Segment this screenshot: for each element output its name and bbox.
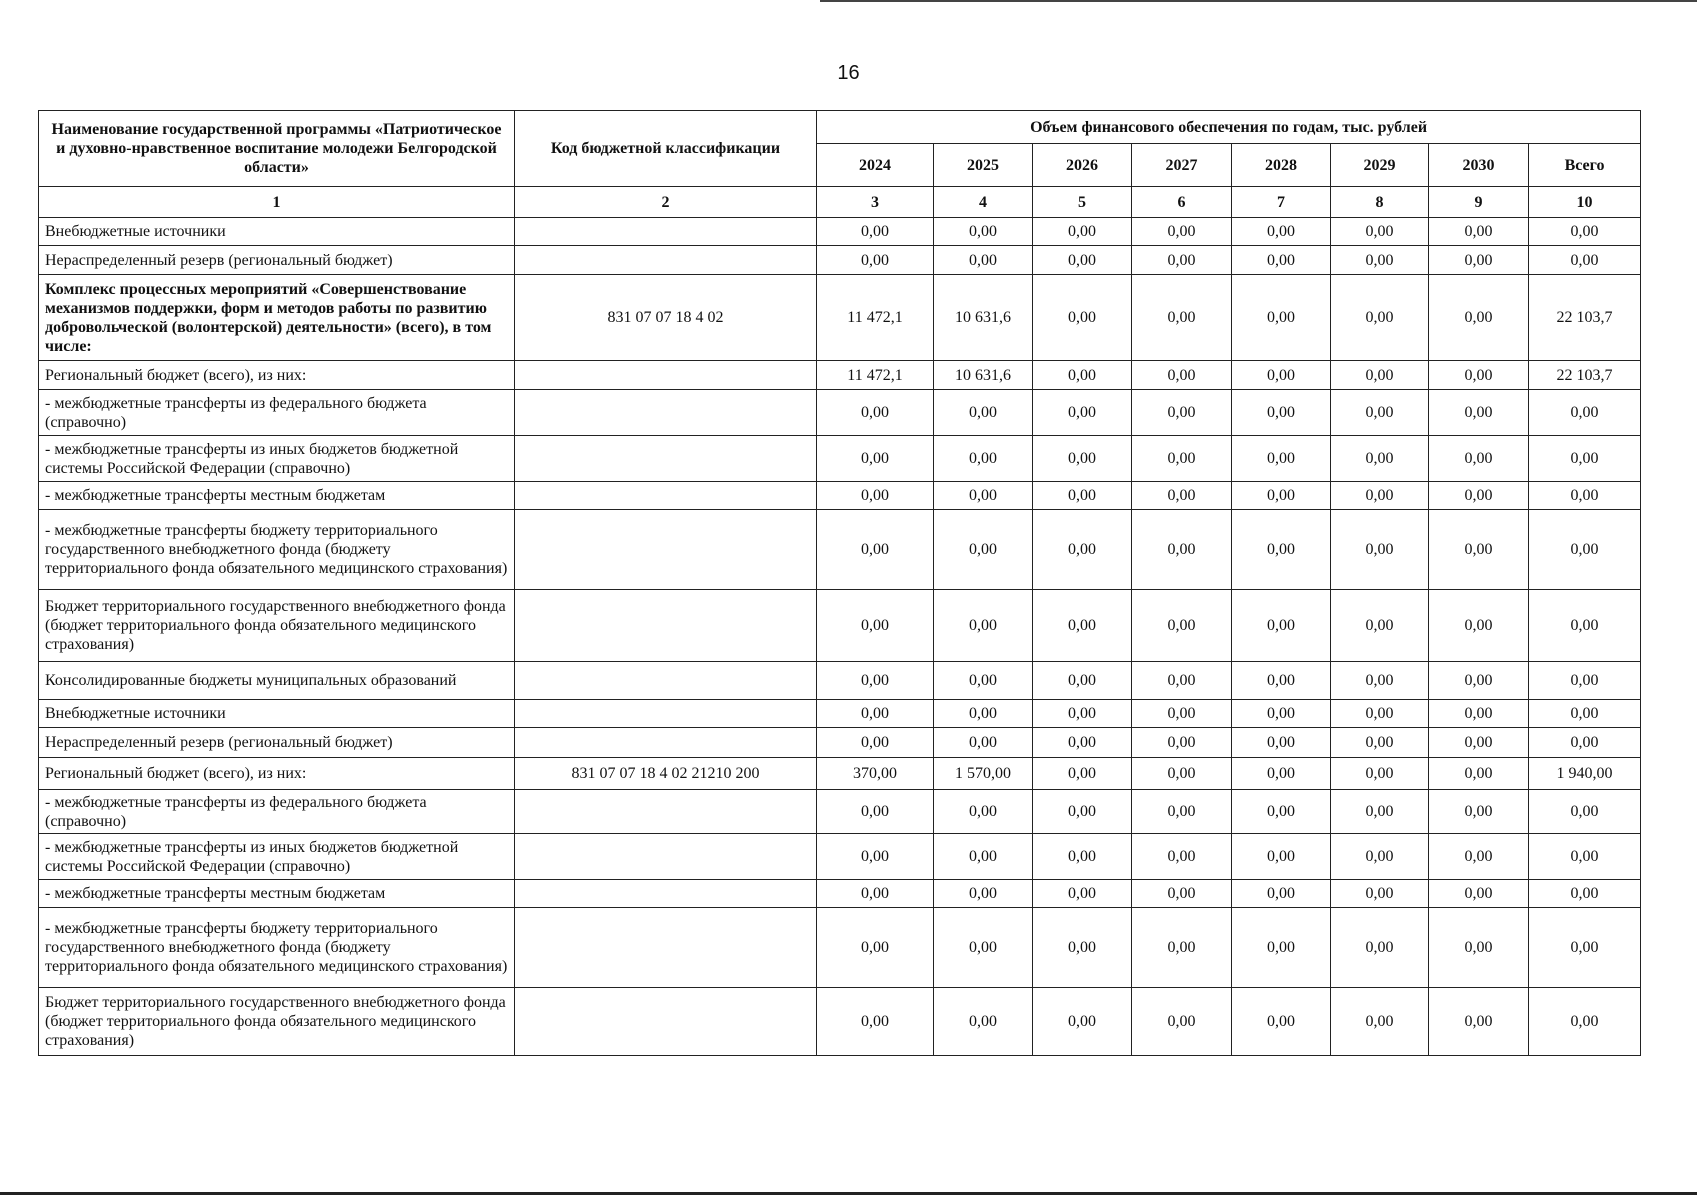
- row-code: [515, 700, 817, 728]
- row-value: 0,00: [1331, 246, 1429, 275]
- row-value: 0,00: [1132, 700, 1232, 728]
- row-value: 0,00: [934, 510, 1033, 590]
- table-row: [39, 361, 1641, 390]
- row-value: 0,00: [1232, 834, 1331, 880]
- row-value: 0,00: [817, 482, 934, 510]
- row-value: 0,00: [1033, 700, 1132, 728]
- header-name-col: Наименование государственной программы «Патриотическое и духовно-нравственное воспитание молодежи Белгородской области»: [39, 111, 515, 187]
- row-value: 0,00: [1429, 482, 1529, 510]
- row-value: 0,00: [1033, 988, 1132, 1056]
- row-value: 0,00: [1331, 908, 1429, 988]
- row-value: 0,00: [1132, 758, 1232, 790]
- row-value: 0,00: [1033, 510, 1132, 590]
- row-code: [515, 246, 817, 275]
- row-value: 0,00: [934, 834, 1033, 880]
- row-value: 0,00: [1232, 436, 1331, 482]
- row-name: Бюджет территориального государственного внебюджетного фонда (бюджет территориального фонда обязательного медицинского страхования): [39, 590, 515, 662]
- row-total: 0,00: [1529, 436, 1641, 482]
- row-total: 22 103,7: [1529, 275, 1641, 361]
- row-total: 22 103,7: [1529, 361, 1641, 390]
- row-value: 0,00: [934, 988, 1033, 1056]
- row-code: 831 07 07 18 4 02 21210 200: [515, 758, 817, 790]
- row-value: 0,00: [1429, 988, 1529, 1056]
- row-code: [515, 510, 817, 590]
- row-value: 0,00: [817, 880, 934, 908]
- column-number: 5: [1033, 187, 1132, 218]
- header-total: Всего: [1529, 144, 1641, 187]
- row-value: 10 631,6: [934, 361, 1033, 390]
- table-body: [39, 218, 1641, 1056]
- row-value: 0,00: [1232, 988, 1331, 1056]
- header-code-col: Код бюджетной классификации: [515, 111, 817, 187]
- row-value: 0,00: [1429, 908, 1529, 988]
- row-value: 0,00: [1132, 246, 1232, 275]
- row-value: 0,00: [817, 662, 934, 700]
- row-value: 0,00: [1033, 361, 1132, 390]
- row-value: 0,00: [1033, 834, 1132, 880]
- row-value: 0,00: [1331, 390, 1429, 436]
- row-value: 0,00: [934, 700, 1033, 728]
- row-value: 0,00: [1232, 361, 1331, 390]
- row-value: 0,00: [1331, 834, 1429, 880]
- row-value: 0,00: [1331, 700, 1429, 728]
- row-code: [515, 218, 817, 246]
- row-name: Нераспределенный резерв (региональный бюджет): [39, 728, 515, 758]
- row-value: 0,00: [1132, 390, 1232, 436]
- column-number: 6: [1132, 187, 1232, 218]
- header-year: 2030: [1429, 144, 1529, 187]
- row-value: 0,00: [934, 662, 1033, 700]
- column-number: 7: [1232, 187, 1331, 218]
- row-value: 0,00: [1429, 218, 1529, 246]
- row-value: 0,00: [817, 390, 934, 436]
- table-row: [39, 758, 1641, 790]
- row-name: Внебюджетные источники: [39, 218, 515, 246]
- row-value: 0,00: [1429, 790, 1529, 834]
- table-row: [39, 246, 1641, 275]
- header-year: 2029: [1331, 144, 1429, 187]
- row-value: 0,00: [1429, 246, 1529, 275]
- row-value: 0,00: [1232, 758, 1331, 790]
- row-value: 0,00: [817, 700, 934, 728]
- row-code: [515, 790, 817, 834]
- row-value: 0,00: [1232, 790, 1331, 834]
- row-value: 0,00: [1331, 218, 1429, 246]
- row-value: 0,00: [1331, 790, 1429, 834]
- header-year: 2025: [934, 144, 1033, 187]
- row-value: 0,00: [1429, 834, 1529, 880]
- row-value: 0,00: [1132, 790, 1232, 834]
- row-value: 0,00: [1132, 834, 1232, 880]
- row-value: 0,00: [1429, 275, 1529, 361]
- row-value: 0,00: [934, 482, 1033, 510]
- row-code: [515, 834, 817, 880]
- row-value: 0,00: [817, 908, 934, 988]
- column-number: 4: [934, 187, 1033, 218]
- table-row: [39, 728, 1641, 758]
- row-value: 0,00: [1232, 908, 1331, 988]
- row-total: 1 940,00: [1529, 758, 1641, 790]
- row-name: - межбюджетные трансферты бюджету территориального государственного внебюджетного фонда (бюджету территориального фонда обязательного медицинского страхования): [39, 510, 515, 590]
- row-value: 0,00: [1132, 908, 1232, 988]
- row-value: 0,00: [1033, 728, 1132, 758]
- row-value: 0,00: [1232, 275, 1331, 361]
- row-value: 0,00: [934, 590, 1033, 662]
- row-value: 0,00: [934, 908, 1033, 988]
- row-value: 11 472,1: [817, 361, 934, 390]
- row-value: 0,00: [1132, 482, 1232, 510]
- row-value: 0,00: [1232, 728, 1331, 758]
- row-value: 0,00: [1132, 218, 1232, 246]
- row-total: 0,00: [1529, 834, 1641, 880]
- row-name: Консолидированные бюджеты муниципальных образований: [39, 662, 515, 700]
- financing-table: [38, 110, 1641, 1056]
- top-rule: [820, 0, 1697, 2]
- row-value: 0,00: [934, 390, 1033, 436]
- row-value: 0,00: [1132, 728, 1232, 758]
- row-code: [515, 482, 817, 510]
- header-year: 2027: [1132, 144, 1232, 187]
- column-number: 3: [817, 187, 934, 218]
- row-name: Региональный бюджет (всего), из них:: [39, 361, 515, 390]
- row-value: 0,00: [1429, 662, 1529, 700]
- table-row: [39, 482, 1641, 510]
- row-total: 0,00: [1529, 700, 1641, 728]
- row-code: [515, 880, 817, 908]
- row-total: 0,00: [1529, 728, 1641, 758]
- row-name: Комплекс процессных мероприятий «Совершенствование механизмов поддержки, форм и методов работы по развитию добровольческой (волонтерской) деятельности» (всего), в том числе:: [39, 275, 515, 361]
- row-value: 0,00: [1132, 590, 1232, 662]
- row-value: 0,00: [1331, 880, 1429, 908]
- row-value: 0,00: [817, 218, 934, 246]
- row-value: 0,00: [817, 988, 934, 1056]
- row-value: 0,00: [1331, 510, 1429, 590]
- row-value: 0,00: [1331, 590, 1429, 662]
- row-value: 0,00: [1429, 700, 1529, 728]
- column-number: 2: [515, 187, 817, 218]
- row-value: 0,00: [1033, 790, 1132, 834]
- page-number: 16: [837, 62, 860, 84]
- row-value: 0,00: [1331, 482, 1429, 510]
- table-row: [39, 790, 1641, 834]
- row-value: 0,00: [1033, 482, 1132, 510]
- row-value: 0,00: [1132, 436, 1232, 482]
- row-value: 0,00: [934, 246, 1033, 275]
- row-name: Нераспределенный резерв (региональный бюджет): [39, 246, 515, 275]
- row-value: 0,00: [1132, 510, 1232, 590]
- row-value: 0,00: [1232, 390, 1331, 436]
- row-value: 0,00: [934, 436, 1033, 482]
- row-total: 0,00: [1529, 880, 1641, 908]
- table-row: [39, 662, 1641, 700]
- row-total: 0,00: [1529, 482, 1641, 510]
- row-value: 0,00: [1033, 590, 1132, 662]
- row-value: 0,00: [1033, 758, 1132, 790]
- row-value: 0,00: [1132, 275, 1232, 361]
- row-value: 0,00: [1033, 880, 1132, 908]
- row-total: 0,00: [1529, 390, 1641, 436]
- row-value: 0,00: [1331, 988, 1429, 1056]
- row-total: 0,00: [1529, 246, 1641, 275]
- row-value: 0,00: [817, 790, 934, 834]
- row-value: 0,00: [1132, 361, 1232, 390]
- row-name: - межбюджетные трансферты из иных бюджетов бюджетной системы Российской Федерации (справочно): [39, 436, 515, 482]
- row-name: - межбюджетные трансферты местным бюджетам: [39, 880, 515, 908]
- row-value: 0,00: [1429, 510, 1529, 590]
- row-code: [515, 662, 817, 700]
- row-value: 0,00: [1232, 880, 1331, 908]
- row-value: 0,00: [1033, 275, 1132, 361]
- row-value: 0,00: [1232, 510, 1331, 590]
- row-value: 0,00: [1429, 880, 1529, 908]
- row-value: 370,00: [817, 758, 934, 790]
- row-total: 0,00: [1529, 510, 1641, 590]
- row-value: 0,00: [1033, 218, 1132, 246]
- row-value: 0,00: [934, 728, 1033, 758]
- table-header: [39, 111, 1641, 218]
- table-row: [39, 436, 1641, 482]
- row-value: 0,00: [1232, 662, 1331, 700]
- row-name: Бюджет территориального государственного внебюджетного фонда (бюджет территориального фонда обязательного медицинского страхования): [39, 988, 515, 1056]
- row-value: 0,00: [1429, 361, 1529, 390]
- row-value: 0,00: [1331, 436, 1429, 482]
- column-number: 1: [39, 187, 515, 218]
- row-value: 0,00: [1033, 908, 1132, 988]
- row-code: [515, 361, 817, 390]
- row-value: 0,00: [817, 834, 934, 880]
- row-value: 0,00: [817, 436, 934, 482]
- row-value: 0,00: [1132, 988, 1232, 1056]
- row-value: 1 570,00: [934, 758, 1033, 790]
- table-row: [39, 700, 1641, 728]
- table-row: [39, 834, 1641, 880]
- row-value: 10 631,6: [934, 275, 1033, 361]
- row-name: - межбюджетные трансферты из иных бюджетов бюджетной системы Российской Федерации (справочно): [39, 834, 515, 880]
- header-year: 2026: [1033, 144, 1132, 187]
- row-code: [515, 728, 817, 758]
- row-value: 0,00: [934, 790, 1033, 834]
- header-year: 2028: [1232, 144, 1331, 187]
- row-code: [515, 390, 817, 436]
- column-number: 10: [1529, 187, 1641, 218]
- row-value: 0,00: [1331, 758, 1429, 790]
- table-row: [39, 908, 1641, 988]
- header-year: 2024: [817, 144, 934, 187]
- table-row: [39, 218, 1641, 246]
- row-value: 0,00: [934, 880, 1033, 908]
- row-value: 0,00: [1429, 390, 1529, 436]
- row-value: 0,00: [1132, 880, 1232, 908]
- row-name: Региональный бюджет (всего), из них:: [39, 758, 515, 790]
- table-row: [39, 390, 1641, 436]
- row-name: - межбюджетные трансферты из федерального бюджета (справочно): [39, 390, 515, 436]
- row-value: 0,00: [1429, 728, 1529, 758]
- table-row: [39, 880, 1641, 908]
- row-value: 0,00: [1132, 662, 1232, 700]
- row-total: 0,00: [1529, 790, 1641, 834]
- row-total: 0,00: [1529, 988, 1641, 1056]
- header-volume-col: Объем финансового обеспечения по годам, тыс. рублей: [817, 111, 1641, 144]
- row-code: [515, 436, 817, 482]
- row-value: 0,00: [1331, 728, 1429, 758]
- row-code: [515, 988, 817, 1056]
- row-value: 0,00: [1331, 361, 1429, 390]
- row-total: 0,00: [1529, 662, 1641, 700]
- row-name: - межбюджетные трансферты бюджету территориального государственного внебюджетного фонда (бюджету территориального фонда обязательного медицинского страхования): [39, 908, 515, 988]
- row-name: - межбюджетные трансферты из федерального бюджета (справочно): [39, 790, 515, 834]
- row-total: 0,00: [1529, 218, 1641, 246]
- row-value: 0,00: [1429, 436, 1529, 482]
- row-value: 0,00: [1331, 275, 1429, 361]
- column-number: 8: [1331, 187, 1429, 218]
- row-value: 0,00: [817, 510, 934, 590]
- row-total: 0,00: [1529, 908, 1641, 988]
- row-total: 0,00: [1529, 590, 1641, 662]
- table-row: [39, 510, 1641, 590]
- table-row: [39, 275, 1641, 361]
- row-value: 0,00: [1232, 246, 1331, 275]
- row-value: 0,00: [1033, 436, 1132, 482]
- row-value: 0,00: [1331, 662, 1429, 700]
- row-value: 0,00: [817, 590, 934, 662]
- row-name: Внебюджетные источники: [39, 700, 515, 728]
- row-value: 0,00: [1429, 590, 1529, 662]
- row-value: 0,00: [1232, 700, 1331, 728]
- row-value: 0,00: [1232, 590, 1331, 662]
- row-name: - межбюджетные трансферты местным бюджетам: [39, 482, 515, 510]
- column-number: 9: [1429, 187, 1529, 218]
- row-code: [515, 590, 817, 662]
- row-value: 0,00: [817, 246, 934, 275]
- bottom-rule: [0, 1192, 1697, 1195]
- row-value: 0,00: [1429, 758, 1529, 790]
- row-value: 0,00: [817, 728, 934, 758]
- table-row: [39, 988, 1641, 1056]
- row-value: 11 472,1: [817, 275, 934, 361]
- row-code: [515, 908, 817, 988]
- row-value: 0,00: [1232, 218, 1331, 246]
- table-row: [39, 590, 1641, 662]
- row-code: 831 07 07 18 4 02: [515, 275, 817, 361]
- row-value: 0,00: [1033, 662, 1132, 700]
- row-value: 0,00: [1232, 482, 1331, 510]
- row-value: 0,00: [934, 218, 1033, 246]
- row-value: 0,00: [1033, 390, 1132, 436]
- row-value: 0,00: [1033, 246, 1132, 275]
